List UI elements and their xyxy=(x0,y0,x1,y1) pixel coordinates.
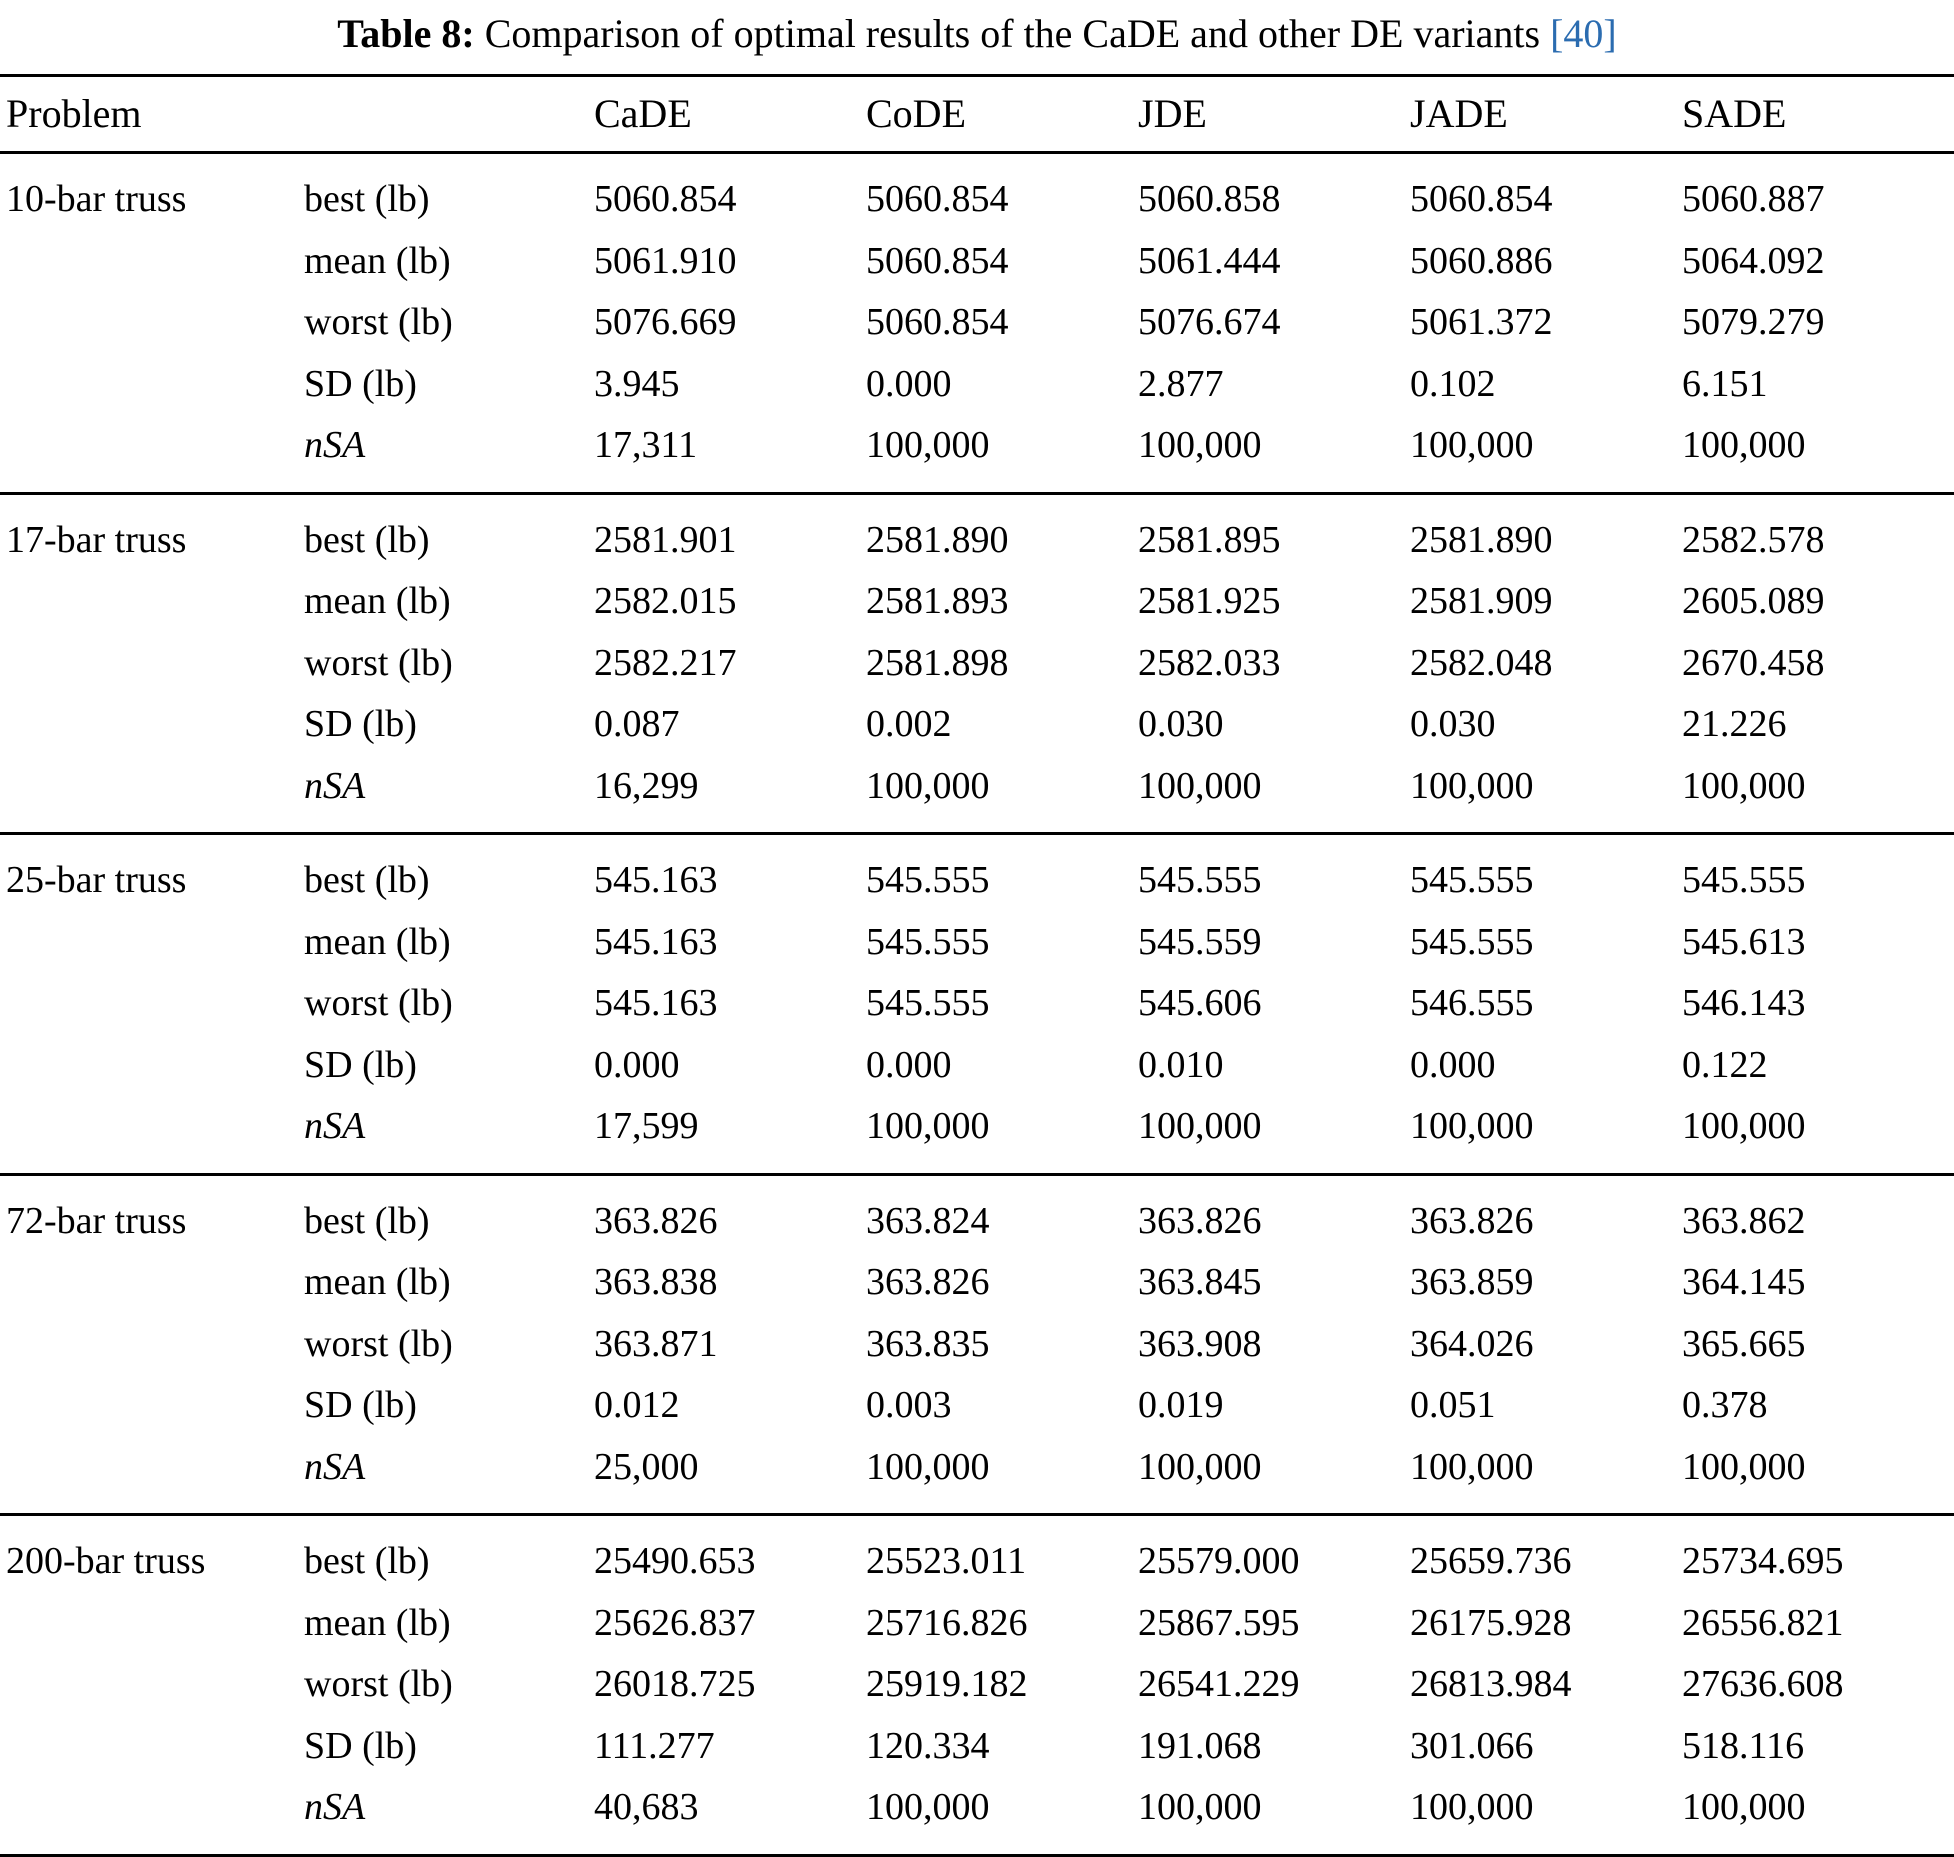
value-cell: 5061.910 xyxy=(594,239,737,282)
value-cell: 2582.048 xyxy=(1410,641,1553,684)
value-cell: 25626.837 xyxy=(594,1601,756,1644)
table-row xyxy=(0,973,1954,1035)
value-cell: 100,000 xyxy=(1682,1777,1954,1855)
problem-cell xyxy=(0,973,304,1035)
problem-cell xyxy=(0,1716,304,1778)
metric-cell: nSA xyxy=(304,424,366,466)
value-cell: 2582.033 xyxy=(1138,641,1281,684)
table-row xyxy=(0,1654,1954,1716)
table-row xyxy=(0,756,1954,834)
table-row xyxy=(0,1174,1954,1252)
column-header-metric xyxy=(304,76,594,153)
value-cell: 2582.217 xyxy=(594,641,737,684)
metric-cell: mean (lb) xyxy=(304,920,451,963)
metric-cell: SD (lb) xyxy=(304,703,417,745)
value-cell: 2581.890 xyxy=(1410,493,1682,571)
value-cell: 25579.000 xyxy=(1138,1515,1410,1593)
metric-cell: worst (lb) xyxy=(304,641,453,684)
problem-cell xyxy=(0,1437,304,1515)
value-cell: 100,000 xyxy=(1410,1777,1682,1855)
metric-cell: best (lb) xyxy=(304,178,430,220)
problem-cell xyxy=(0,415,304,493)
value-cell: 5076.674 xyxy=(1138,301,1281,343)
value-cell: 545.163 xyxy=(594,834,866,912)
table-row xyxy=(0,1314,1954,1376)
table-row xyxy=(0,1035,1954,1097)
metric-cell: best (lb) xyxy=(304,493,594,571)
value-cell: 363.838 xyxy=(594,1261,718,1303)
value-cell: 100,000 xyxy=(1138,1777,1410,1855)
value-cell: 0.002 xyxy=(866,703,952,745)
value-cell: 5060.858 xyxy=(1138,178,1281,220)
table-row xyxy=(0,1716,1954,1778)
problem-cell xyxy=(0,354,304,416)
problem-cell: 72-bar truss xyxy=(0,1174,304,1252)
value-cell: 191.068 xyxy=(1138,1724,1262,1767)
value-cell: 2670.458 xyxy=(1682,641,1825,684)
problem-cell xyxy=(0,1593,304,1655)
value-cell: 100,000 xyxy=(1682,1105,1806,1147)
value-cell: 100,000 xyxy=(1410,764,1534,807)
value-cell: 363.871 xyxy=(594,1322,718,1365)
value-cell: 16,299 xyxy=(594,764,699,807)
metric-cell: worst (lb) xyxy=(304,1663,453,1705)
metric-cell: worst (lb) xyxy=(304,1322,453,1365)
value-cell: 17,311 xyxy=(594,424,698,466)
table-row xyxy=(0,1515,1954,1593)
value-cell: 2581.909 xyxy=(1410,580,1553,622)
value-cell: 2581.893 xyxy=(866,580,1009,622)
problem-cell xyxy=(0,1654,304,1716)
problem-cell xyxy=(0,633,304,695)
value-cell: 545.559 xyxy=(1138,920,1262,963)
value-cell: 2581.895 xyxy=(1138,493,1410,571)
value-cell: 100,000 xyxy=(866,424,990,466)
column-header-sade: SADE xyxy=(1682,76,1954,153)
value-cell: 0.000 xyxy=(866,1043,952,1086)
caption-text: Comparison of optimal results of the CaDE and other DE variants xyxy=(484,11,1541,56)
value-cell: 0.030 xyxy=(1410,703,1496,745)
value-cell: 26813.984 xyxy=(1410,1663,1572,1705)
value-cell: 6.151 xyxy=(1682,362,1768,405)
value-cell: 25659.736 xyxy=(1410,1515,1682,1593)
value-cell: 100,000 xyxy=(866,764,990,807)
value-cell: 0.019 xyxy=(1138,1384,1224,1426)
value-cell: 5076.669 xyxy=(594,301,737,343)
column-header-cade: CaDE xyxy=(594,76,866,153)
metric-cell: mean (lb) xyxy=(304,1261,451,1303)
value-cell: 0.010 xyxy=(1138,1043,1224,1086)
metric-cell: worst (lb) xyxy=(304,301,453,343)
problem-cell xyxy=(0,231,304,293)
value-cell: 0.000 xyxy=(1410,1043,1496,1086)
value-cell: 545.613 xyxy=(1682,920,1806,963)
value-cell: 5060.886 xyxy=(1410,239,1553,282)
value-cell: 25734.695 xyxy=(1682,1515,1954,1593)
column-header-code: CoDE xyxy=(866,76,1138,153)
table-row xyxy=(0,415,1954,493)
value-cell: 518.116 xyxy=(1682,1724,1805,1767)
value-cell: 365.665 xyxy=(1682,1322,1806,1365)
value-cell: 545.555 xyxy=(1682,834,1954,912)
value-cell: 0.378 xyxy=(1682,1384,1768,1426)
table-row xyxy=(0,292,1954,354)
value-cell: 0.012 xyxy=(594,1384,680,1426)
value-cell: 100,000 xyxy=(866,1105,990,1147)
value-cell: 40,683 xyxy=(594,1777,866,1855)
problem-cell xyxy=(0,1777,304,1855)
value-cell: 25867.595 xyxy=(1138,1601,1300,1644)
value-cell: 2581.898 xyxy=(866,641,1009,684)
value-cell: 100,000 xyxy=(1138,764,1262,807)
value-cell: 100,000 xyxy=(1138,1445,1262,1488)
value-cell: 100,000 xyxy=(866,1445,990,1488)
value-cell: 545.555 xyxy=(1410,834,1682,912)
value-cell: 100,000 xyxy=(1138,1105,1262,1147)
value-cell: 301.066 xyxy=(1410,1724,1534,1767)
value-cell: 100,000 xyxy=(1410,1445,1534,1488)
value-cell: 363.859 xyxy=(1410,1261,1534,1303)
value-cell: 363.826 xyxy=(1138,1174,1410,1252)
value-cell: 25,000 xyxy=(594,1445,699,1488)
table-row xyxy=(0,1252,1954,1314)
value-cell: 25716.826 xyxy=(866,1601,1028,1644)
table-row xyxy=(0,633,1954,695)
problem-cell: 17-bar truss xyxy=(0,493,304,571)
value-cell: 100,000 xyxy=(1682,424,1806,466)
metric-cell: SD (lb) xyxy=(304,1724,417,1767)
table-row xyxy=(0,493,1954,571)
table-row xyxy=(0,354,1954,416)
table-caption xyxy=(0,6,1954,74)
value-cell: 100,000 xyxy=(1138,424,1262,466)
metric-cell: best (lb) xyxy=(304,834,594,912)
metric-cell: mean (lb) xyxy=(304,1601,451,1644)
value-cell: 111.277 xyxy=(594,1724,715,1767)
value-cell: 363.845 xyxy=(1138,1261,1262,1303)
value-cell: 363.908 xyxy=(1138,1322,1262,1365)
table-row xyxy=(0,694,1954,756)
value-cell: 546.143 xyxy=(1682,982,1806,1024)
value-cell: 363.835 xyxy=(866,1322,990,1365)
value-cell: 363.862 xyxy=(1682,1174,1954,1252)
problem-cell xyxy=(0,694,304,756)
problem-cell xyxy=(0,292,304,354)
table-row xyxy=(0,1375,1954,1437)
value-cell: 5060.854 xyxy=(866,301,1009,343)
problem-cell xyxy=(0,1096,304,1174)
value-cell: 5079.279 xyxy=(1682,301,1825,343)
value-cell: 363.826 xyxy=(866,1261,990,1303)
value-cell: 5060.854 xyxy=(866,178,1009,220)
value-cell: 545.555 xyxy=(866,982,990,1024)
metric-cell: nSA xyxy=(304,764,366,807)
value-cell: 27636.608 xyxy=(1682,1663,1844,1705)
table-header xyxy=(0,76,1954,153)
value-cell: 5060.854 xyxy=(866,239,1009,282)
value-cell: 2581.901 xyxy=(594,493,866,571)
problem-cell xyxy=(0,1035,304,1097)
value-cell: 25919.182 xyxy=(866,1663,1028,1705)
value-cell: 2582.015 xyxy=(594,580,737,622)
value-cell: 25490.653 xyxy=(594,1515,866,1593)
value-cell: 21.226 xyxy=(1682,703,1787,745)
value-cell: 100,000 xyxy=(866,1777,1138,1855)
value-cell: 26018.725 xyxy=(594,1663,756,1705)
table-row xyxy=(0,571,1954,633)
value-cell: 5060.887 xyxy=(1682,178,1825,220)
results-table xyxy=(0,74,1954,1857)
value-cell: 5060.854 xyxy=(1410,178,1553,220)
value-cell: 545.606 xyxy=(1138,982,1262,1024)
value-cell: 100,000 xyxy=(1682,764,1806,807)
metric-cell: mean (lb) xyxy=(304,239,451,282)
value-cell: 120.334 xyxy=(866,1724,990,1767)
value-cell: 545.555 xyxy=(866,920,990,963)
value-cell: 5061.372 xyxy=(1410,301,1553,343)
caption-label: Table 8: xyxy=(337,11,475,56)
metric-cell: best (lb) xyxy=(304,1515,594,1593)
value-cell: 100,000 xyxy=(1410,424,1534,466)
metric-cell: mean (lb) xyxy=(304,580,451,622)
metric-cell: best (lb) xyxy=(304,1174,594,1252)
value-cell: 26541.229 xyxy=(1138,1663,1300,1705)
value-cell: 545.163 xyxy=(594,920,718,963)
problem-cell xyxy=(0,1314,304,1376)
value-cell: 364.145 xyxy=(1682,1261,1806,1303)
metric-cell: SD (lb) xyxy=(304,1384,417,1426)
column-header-jde: JDE xyxy=(1138,76,1410,153)
value-cell: 5060.854 xyxy=(594,178,737,220)
metric-cell: SD (lb) xyxy=(304,1043,417,1086)
table-row xyxy=(0,1593,1954,1655)
value-cell: 0.102 xyxy=(1410,362,1496,405)
metric-cell: worst (lb) xyxy=(304,982,453,1024)
table-row xyxy=(0,153,1954,231)
problem-cell: 25-bar truss xyxy=(0,834,304,912)
citation-link[interactable]: [40] xyxy=(1550,11,1617,56)
problem-cell: 200-bar truss xyxy=(0,1515,304,1593)
table-row xyxy=(0,1437,1954,1515)
value-cell: 545.555 xyxy=(866,834,1138,912)
table-row xyxy=(0,834,1954,912)
value-cell: 2.877 xyxy=(1138,362,1224,405)
value-cell: 0.030 xyxy=(1138,703,1224,745)
value-cell: 363.826 xyxy=(1410,1174,1682,1252)
value-cell: 364.026 xyxy=(1410,1322,1534,1365)
problem-cell: 10-bar truss xyxy=(6,178,187,220)
metric-cell: SD (lb) xyxy=(304,362,417,405)
metric-cell: nSA xyxy=(304,1777,594,1855)
value-cell: 26175.928 xyxy=(1410,1601,1572,1644)
problem-cell xyxy=(0,1252,304,1314)
value-cell: 3.945 xyxy=(594,362,680,405)
value-cell: 5064.092 xyxy=(1682,239,1825,282)
metric-cell: nSA xyxy=(304,1445,366,1488)
table-row xyxy=(0,1777,1954,1855)
problem-cell xyxy=(0,756,304,834)
value-cell: 0.003 xyxy=(866,1384,952,1426)
value-cell: 0.051 xyxy=(1410,1384,1496,1426)
table-row xyxy=(0,1096,1954,1174)
value-cell: 545.555 xyxy=(1410,920,1534,963)
value-cell: 5061.444 xyxy=(1138,239,1281,282)
table-header-row xyxy=(0,76,1954,153)
table-body xyxy=(0,153,1954,1856)
value-cell: 546.555 xyxy=(1410,982,1534,1024)
value-cell: 0.000 xyxy=(594,1043,680,1086)
value-cell: 25523.011 xyxy=(866,1515,1138,1593)
value-cell: 545.163 xyxy=(594,982,718,1024)
table-row xyxy=(0,912,1954,974)
value-cell: 2605.089 xyxy=(1682,580,1825,622)
value-cell: 0.122 xyxy=(1682,1043,1768,1086)
value-cell: 363.826 xyxy=(594,1174,866,1252)
column-header-problem: Problem xyxy=(0,76,304,153)
value-cell: 2581.890 xyxy=(866,493,1138,571)
value-cell: 100,000 xyxy=(1682,1445,1806,1488)
value-cell: 363.824 xyxy=(866,1174,1138,1252)
metric-cell: nSA xyxy=(304,1105,366,1147)
value-cell: 545.555 xyxy=(1138,834,1410,912)
value-cell: 26556.821 xyxy=(1682,1601,1844,1644)
value-cell: 17,599 xyxy=(594,1105,699,1147)
value-cell: 2582.578 xyxy=(1682,493,1954,571)
value-cell: 0.087 xyxy=(594,703,680,745)
column-header-jade: JADE xyxy=(1410,76,1682,153)
value-cell: 0.000 xyxy=(866,362,952,405)
table-row xyxy=(0,231,1954,293)
problem-cell xyxy=(0,571,304,633)
value-cell: 2581.925 xyxy=(1138,580,1281,622)
problem-cell xyxy=(0,1375,304,1437)
problem-cell xyxy=(0,912,304,974)
value-cell: 100,000 xyxy=(1410,1105,1534,1147)
